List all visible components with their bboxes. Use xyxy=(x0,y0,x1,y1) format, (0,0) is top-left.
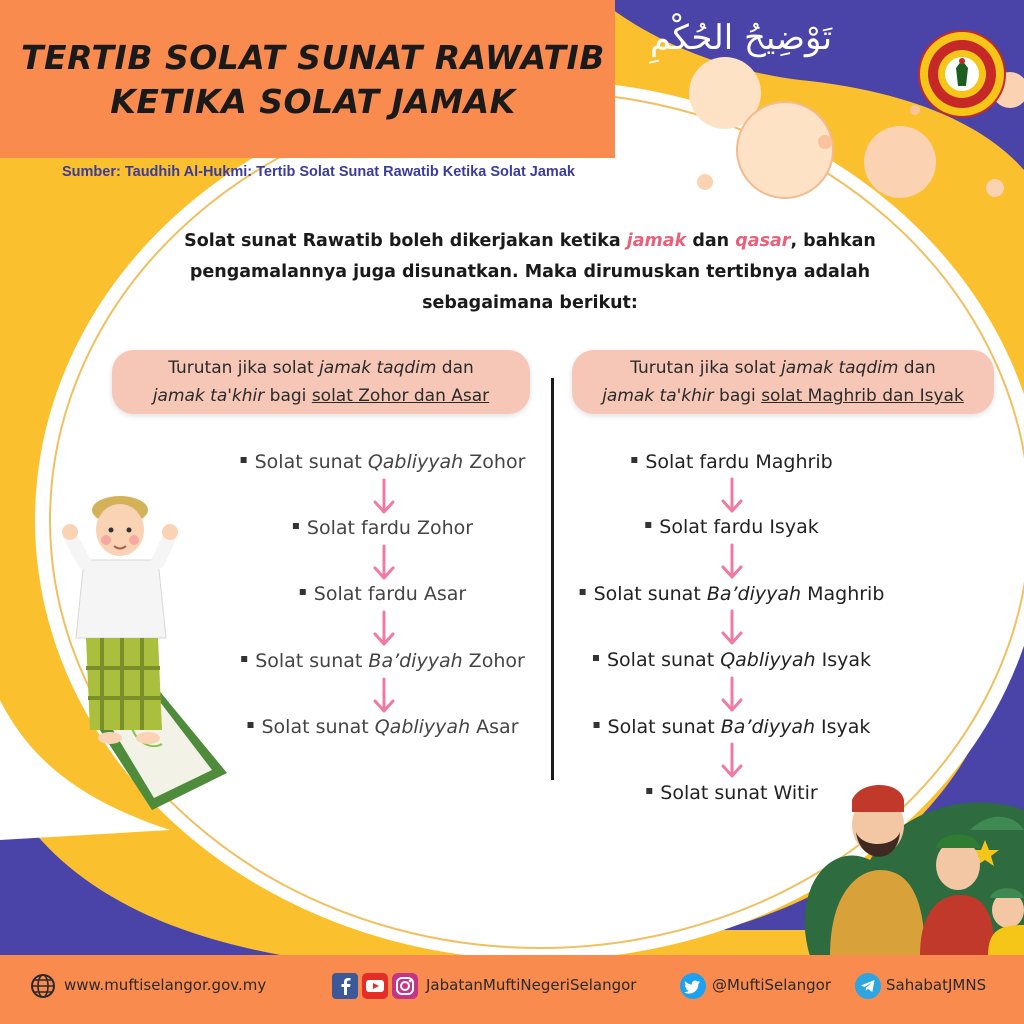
left-step-1: Solat sunat Qabliyyah Zohor xyxy=(241,451,526,473)
right-step-2: Solat fardu Isyak xyxy=(645,516,818,538)
right-step-6: Solat sunat Witir xyxy=(646,782,817,804)
praying-man-illustration xyxy=(62,488,232,818)
telegram-icon[interactable] xyxy=(855,973,881,999)
arrow-down-icon xyxy=(373,610,395,648)
column-divider xyxy=(551,378,554,780)
globe-icon xyxy=(30,973,56,999)
intro-paragraph: Solat sunat Rawatib boleh dikerjakan ketika jamak dan qasar, bahkan pengamalannya juga disunatkan. Maka dirumuskan tertibnya adalah sebagaimana berikut: xyxy=(184,231,876,313)
arrow-down-icon xyxy=(373,544,395,582)
left-step-3: Solat fardu Asar xyxy=(300,583,466,605)
bullet-icon xyxy=(241,457,247,463)
right-step-5: Solat sunat Ba’diyyah Isyak xyxy=(594,716,871,738)
facebook-icon[interactable] xyxy=(332,973,358,999)
bullet-icon xyxy=(580,589,586,595)
heading-maghrib-isyak: Turutan jika solat jamak taqdim dan jamak ta'khir bagi solat Maghrib dan Isyak xyxy=(572,350,994,414)
right-step-1: Solat fardu Maghrib xyxy=(631,451,832,473)
page-title: TERTIB SOLAT SUNAT RAWATIB KETIKA SOLAT JAMAK xyxy=(21,38,605,121)
arrow-down-icon xyxy=(373,478,395,516)
arabic-title: تَوْضِيحُ الحُكْمِ xyxy=(650,18,833,58)
bullet-icon xyxy=(241,656,247,662)
youtube-icon[interactable] xyxy=(362,973,388,999)
source-citation: Sumber: Taudhih Al-Hukmi: Tertib Solat Sunat Rawatib Ketika Solat Jamak xyxy=(62,164,575,180)
arrow-down-icon xyxy=(373,677,395,715)
instagram-icon[interactable] xyxy=(392,973,418,999)
right-step-4: Solat sunat Qabliyyah Isyak xyxy=(593,649,871,671)
arrow-down-icon xyxy=(721,477,743,515)
arrow-down-icon xyxy=(721,543,743,581)
right-step-3: Solat sunat Ba’diyyah Maghrib xyxy=(580,583,885,605)
bullet-icon xyxy=(293,523,299,529)
bullet-icon xyxy=(631,457,637,463)
arrow-down-icon xyxy=(721,609,743,647)
bullet-icon xyxy=(300,589,306,595)
left-step-2: Solat fardu Zohor xyxy=(293,517,473,539)
website-link[interactable]: www.muftiselangor.gov.my xyxy=(64,976,267,994)
twitter-icon[interactable] xyxy=(680,973,706,999)
jabatan-mufti-selangor-logo xyxy=(918,30,1006,118)
bullet-icon xyxy=(248,722,254,728)
bullet-icon xyxy=(593,655,599,661)
telegram-handle-link[interactable]: SahabatJMNS xyxy=(886,976,987,994)
bullet-icon xyxy=(645,522,651,528)
highlight-qasar: qasar xyxy=(735,231,791,251)
social-handle-link[interactable]: JabatanMuftiNegeriSelangor xyxy=(426,976,637,994)
bullet-icon xyxy=(646,788,652,794)
left-step-4: Solat sunat Ba’diyyah Zohor xyxy=(241,650,525,672)
heading-zohor-asar: Turutan jika solat jamak taqdim dan jamak ta'khir bagi solat Zohor dan Asar xyxy=(112,350,530,414)
highlight-jamak: jamak xyxy=(626,231,687,251)
arrow-down-icon xyxy=(721,742,743,780)
bullet-icon xyxy=(594,722,600,728)
arrow-down-icon xyxy=(721,676,743,714)
family-illustration xyxy=(790,770,1024,956)
twitter-handle-link[interactable]: @MuftiSelangor xyxy=(712,976,831,994)
left-step-5: Solat sunat Qabliyyah Asar xyxy=(248,716,519,738)
